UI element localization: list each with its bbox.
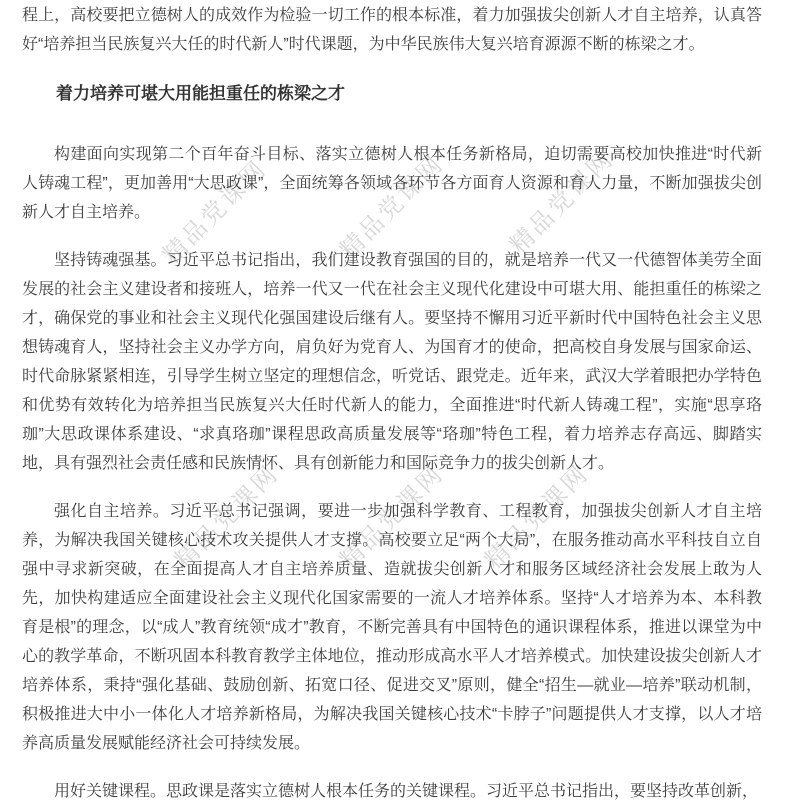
- watermark-text: 精品党课网: [479, 459, 595, 575]
- paragraph: 构建面向实现第二个百年奋斗目标、落实立德树人根本任务新格局，迫切需要高校加快推进“时代新人铸魂工程”，更加善用“大思政课”，全面统筹各领域各环节各方面育人资源和育人力量，不断加强拔尖创新人才自主培养。: [22, 146, 762, 221]
- watermark-text: 精品党课网: [157, 154, 273, 270]
- paragraph-continuation: 程上，高校要把立德树人的成效作为检验一切工作的根本标准，着力加强拔尖创新人才自主培养，认真答好“培养担当民族复兴大任的时代新人”时代课题，为中华民族伟大复兴培育源源不断的栋梁之才。: [22, 7, 762, 53]
- paragraph: 坚持铸魂强基。习近平总书记指出，我们建设教育强国的目的，就是培养一代又一代德智体美劳全面发展的社会主义建设者和接班人，培养一代又一代在社会主义现代化建设中可堪大用、能担重任的栋梁之才，确保党的事业和社会主义现代化强国建设后继有人。要坚持不懈用习近平新时代中国特色社会主义思想铸魂育人，坚持社会主义办学方向，肩负好为党育人、为国育才的使命，把高校自身发展与国家命运、时代命脉紧紧相连，引导学生树立坚定的理想信念，听党话、跟党走。近年来，武汉大学着眼把办学特色和优势有效转化为培养担当民族复兴大任时代新人的能力，全面推进“时代新人铸魂工程”，实施“思享珞珈”大思政课体系建设、“求真珞珈”课程思政高质量发展等“珞珈”特色工程，着力培养志存高远、脚踏实地，具有强烈社会责任感和民族情怀、具有创新能力和国际竞争力的拔尖创新人才。: [22, 252, 762, 472]
- watermark-text: 精品党课网: [169, 459, 285, 575]
- watermark-text: 精品党课网: [504, 144, 620, 260]
- section-heading: 着力培养可堪大用能担重任的栋梁之才: [56, 84, 345, 103]
- watermark-text: 精品党课网: [334, 459, 450, 575]
- paragraph-partial: 用好关键课程。思政课是落实立德树人根本任务的关键课程。习近平总书记指出，要坚持改革创新，: [54, 783, 759, 800]
- paragraph: 强化自主培养。习近平总书记强调，要进一步加强科学教育、工程教育，加强拔尖创新人才自主培养，为解决我国关键核心技术攻关提供人才支撑。高校要立足“两个大局”，在服务推动高水平科技自立自强中寻求新突破，在全面提高人才自主培养质量、造就拔尖创新人才和服务区域经济社会发展上敢为人先，加快构建适应全面建设社会主义现代化国家需要的一流人才培养体系。坚持“人才培养为本、本科教育是根”的理念，以“成人”教育统领“成才”教育，不断完善具有中国特色的通识课程体系，推进以课堂为中心的教学革命，不断巩固本科教育教学主体地位，推动形成高水平人才培养模式。加快建设拔尖创新人才培养体系，秉持“强化基础、鼓励创新、拓宽口径、促进交叉”原则，健全“招生—就业—培养”联动机制，积极推进大中小一体化人才培养新格局，为解决我国关键核心技术“卡脖子”问题提供人才支撑，以人才培养高质量发展赋能经济社会可持续发展。: [22, 503, 762, 752]
- watermark-text: 精品党课网: [334, 149, 450, 265]
